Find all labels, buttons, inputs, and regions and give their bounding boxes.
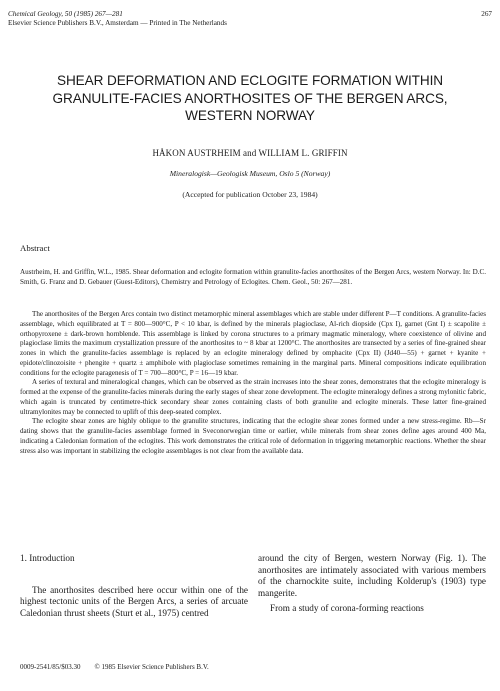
title-line: GRANULITE-FACIES ANORTHOSITES OF THE BERGEN ARCS,: [52, 90, 448, 106]
section-heading: 1. Introduction: [20, 553, 75, 563]
abstract-paragraph: The eclogite shear zones are highly oblique to the granulite structures, indicating that the eclogite shear zones formed under a new stress-regime. Rb—Sr dating shows that the granulite-facies assemblage formed in Sveconorwegian time or earlier, while minerals from shear zones define ages around 400 Ma, indicating a Caledonian formation of the eclogites. This work demonstrates the critical role of deformation in triggering metamorphic reactions. Whether the shear stress also was important in stabilizing the eclogite assemblages is not clear from the available data.: [20, 417, 486, 455]
title-line: SHEAR DEFORMATION AND ECLOGITE FORMATION WITHIN: [56, 73, 443, 88]
issn-code: 0009-2541/85/$03.30: [20, 663, 81, 671]
body-paragraph: around the city of Bergen, western Norway (Fig. 1). The anorthosites are intimately associated with various members of the charnockite suite, including Kolderup's (1903) type mangerite.: [258, 553, 486, 598]
copyright-notice: © 1985 Elsevier Science Publishers B.V.: [94, 663, 209, 671]
abstract-heading: Abstract: [20, 243, 50, 253]
body-column-left: [20, 553, 248, 619]
body-paragraph: The anorthosites described here occur within one of the highest tectonic units of the Bergen Arcs, a series of arcuate Caledonian thrust sheets (Sturt et al., 1975) centred: [20, 584, 248, 618]
author-affiliation: Mineralogisk—Geologisk Museum, Oslo 5 (Norway): [169, 169, 331, 178]
abstract-body: [20, 310, 486, 456]
journal-citation-line: Chemical Geology, 50 (1985) 267—281: [8, 10, 123, 18]
abstract-paragraph: The anorthosites of the Bergen Arcs contain two distinct metamorphic mineral assemblages which are stable under different P—T conditions. A granulite-facies assemblage, which equilibrated at T = 800—900°C, P < 10 kbar, is defined by the minerals plagioclase, Al-rich diopside (Cpx I), garnet (Gnt I) ± scapolite ± orthopyroxene ± dark-brown hornblende. This assemblage is linked by corona structures to a primary magmatic mineralogy, where coexistence of olivine and plagioclase limits the maximum crystallization pressure of the anorthosites to ~ 8 kbar at 1200°C. The anorthosites are transected by a series of fine-grained shear zones in which the granulite-facies assemblage is replaced by an eclogite mineralogy defined by omphacite (Cpx II) (Jd40—55) + garnet + kyanite + epidote/clinozoisite + phengite + quartz ± amphibole with plagioclase sometimes remaining in the marginal parts. Mineral compositions indicate equilibration conditions for the eclogite paragenesis of T = 700—800°C, P = 16—19 kbar.: [20, 310, 486, 377]
acceptance-date: (Accepted for publication October 23, 1984): [182, 190, 318, 199]
title-line: WESTERN NORWAY: [185, 108, 315, 123]
abstract-citation: Austrheim, H. and Griffin, W.L., 1985. Shear deformation and eclogite formation within granulite-facies anorthosites of the Bergen Arcs, western Norway. In: D.C. Smith, G. Franz and D. Gebauer (Guest-Editors), Chemistry and Petrology of Eclogites. Chem. Geol., 50: 267—281.: [20, 268, 486, 286]
page-number: 267: [481, 10, 492, 18]
author-list: HÅKON AUSTRHEIM and WILLIAM L. GRIFFIN: [152, 148, 348, 158]
page-footer: [20, 663, 480, 671]
body-column-right: [258, 553, 486, 615]
abstract-paragraph: A series of textural and mineralogical changes, which can be observed as the strain increases into the shear zones, demonstrates that the eclogite mineralogy is formed at the expense of the granulite-facies minerals during the early stages of shear zone development. The eclogite mineralogy defines a strong mylonitic fabric, which again is truncated by centimetre-thick secondary shear zones containing clasts of both granulite and eclogite minerals. These latter fine-grained ultramylonites may be connected to uplift of this deep-seated complex.: [20, 378, 486, 416]
running-header: [8, 10, 492, 28]
body-paragraph: From a study of corona-forming reactions: [270, 603, 424, 614]
article-title: [20, 72, 480, 125]
publisher-line: Elsevier Science Publishers B.V., Amsterdam — Printed in The Netherlands: [8, 19, 227, 27]
